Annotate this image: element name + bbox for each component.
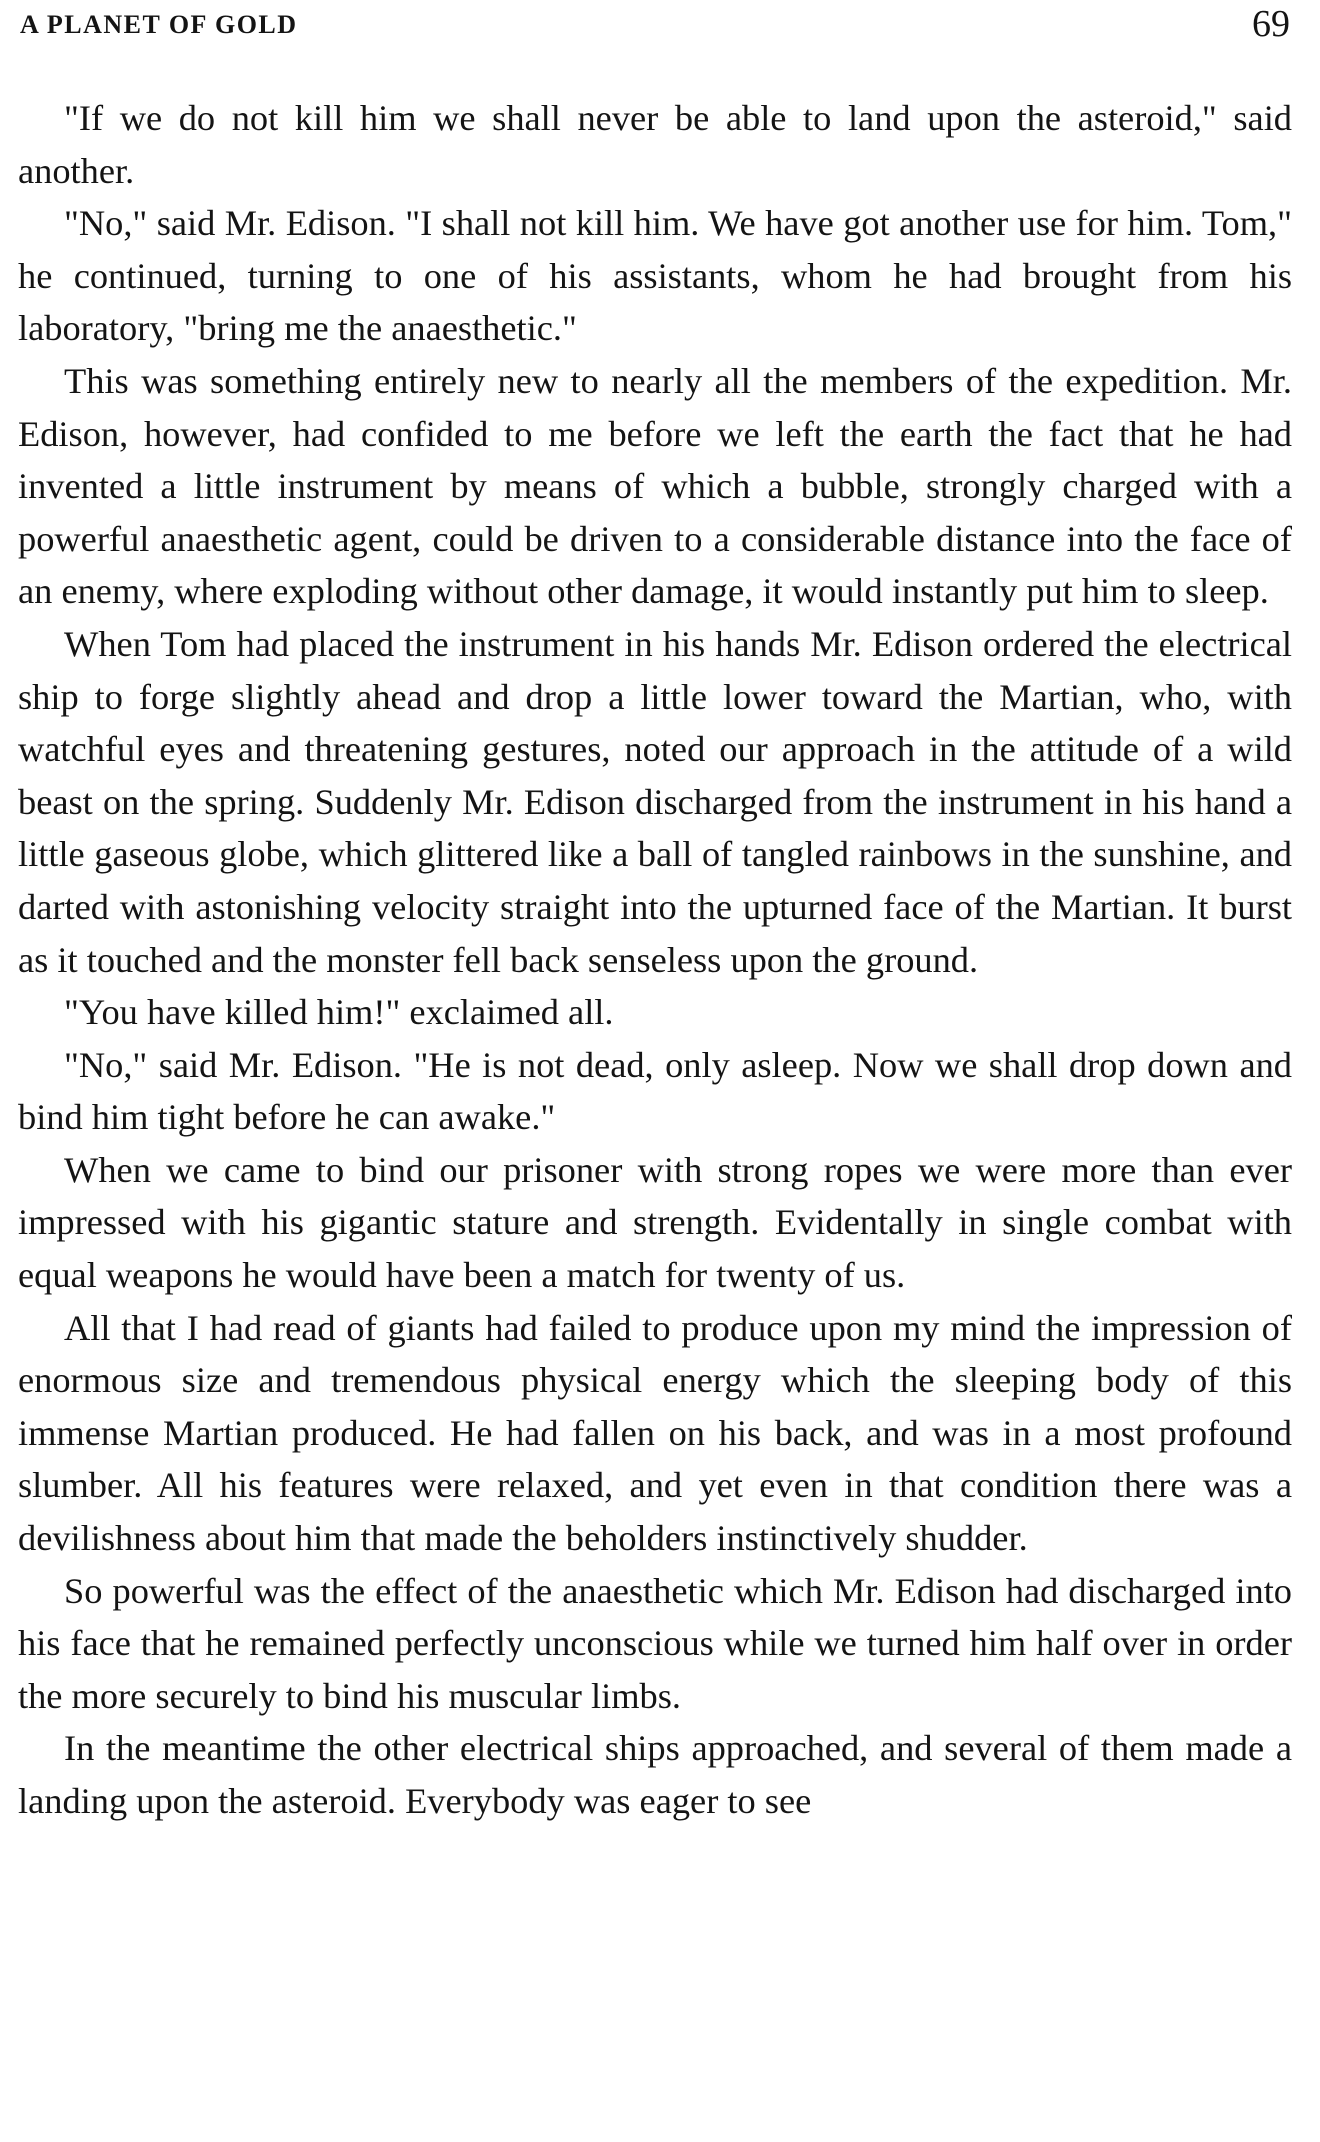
paragraph-3: This was something entirely new to nearly all the members of the expedition. Mr. Edison, however, had confided to me before we left the earth the fact that he had invented a little instrument by means of which a bubble, strongly charged with a powerful anaesthetic agent, could be driven to a considerable distance into the face of an enemy, where exploding without other damage, it would instantly put him to sleep. xyxy=(18,360,1292,612)
running-head xyxy=(18,0,1292,52)
paragraph-7: When we came to bind our prisoner with strong ropes we were more than ever impressed with his gigantic stature and strength. Evidentally in single combat with equal weapons he would have been a match for twenty of us. xyxy=(18,1149,1292,1296)
page-number: 69 xyxy=(1252,3,1290,45)
running-title: A PLANET OF GOLD xyxy=(20,10,298,39)
body-text xyxy=(18,92,1292,1828)
paragraph-5: "You have killed him!" exclaimed all. xyxy=(64,992,614,1033)
paragraph-4: When Tom had placed the instrument in his hands Mr. Edison ordered the electrical ship to forge slightly ahead and drop a little lower toward the Martian, who, with watchful eyes and threatening gestures, noted our approach in the attitude of a wild beast on the spring. Suddenly Mr. Edison discharged from the instrument in his hand a little gaseous globe, which glittered like a ball of tangled rainbows in the sunshine, and darted with astonishing velocity straight into the upturned face of the Martian. It burst as it touched and the monster fell back senseless upon the ground. xyxy=(18,623,1292,980)
paragraph-9: So powerful was the effect of the anaesthetic which Mr. Edison had discharged into his face that he remained perfectly unconscious while we turned him half over in order the more securely to bind his muscular limbs. xyxy=(18,1570,1292,1716)
paragraph-6: "No," said Mr. Edison. "He is not dead, only asleep. Now we shall drop down and bind him tight before he can awake." xyxy=(18,1044,1292,1138)
paragraph-2: "No," said Mr. Edison. "I shall not kill him. We have got another use for him. Tom," he continued, turning to one of his assistants, whom he had brought from his laboratory, "bring me the anaesthetic." xyxy=(18,203,1292,349)
paragraph-1: "If we do not kill him we shall never be able to land upon the asteroid," said another. xyxy=(18,98,1292,191)
paragraph-10: In the meantime the other electrical ships approached, and several of them made a landing upon the asteroid. Everybody was eager to see xyxy=(18,1728,1292,1821)
paragraph-8: All that I had read of giants had failed to produce upon my mind the impression of enormous size and tremendous physical energy which the sleeping body of this immense Martian produced. He had fallen on his back, and was in a most profound slumber. All his features were relaxed, and yet even in that condition there was a devilishness about him that made the beholders instinctively shudder. xyxy=(18,1307,1292,1559)
